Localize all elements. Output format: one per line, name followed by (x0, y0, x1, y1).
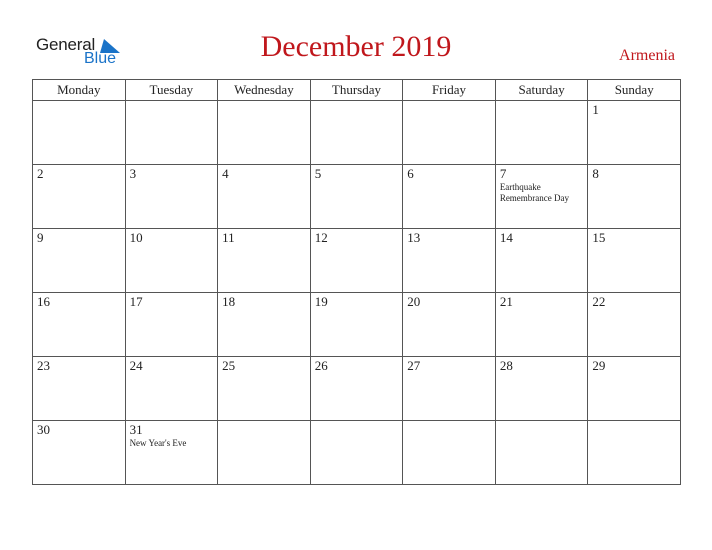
day-number: 2 (37, 166, 44, 181)
day-cell (403, 229, 496, 293)
day-cell (588, 293, 681, 357)
day-cell (588, 357, 681, 421)
day-number: 24 (129, 358, 143, 373)
day-number: 26 (314, 358, 328, 373)
day-number: 21 (499, 294, 513, 309)
day-cell (588, 229, 681, 293)
weekday-tuesday: Tuesday (125, 80, 218, 101)
day-number: 28 (499, 358, 513, 373)
day-cell (495, 421, 588, 485)
day-number: 20 (407, 294, 421, 309)
day-cell (310, 421, 403, 485)
weekday-monday: Monday (33, 80, 126, 101)
day-number: 6 (407, 166, 414, 181)
day-number (403, 101, 495, 103)
calendar-body (33, 101, 681, 485)
day-number: 11 (222, 230, 235, 245)
holiday-label: New Year's Eve (129, 438, 187, 448)
weekday-wednesday: Wednesday (218, 80, 311, 101)
weekday-sunday: Sunday (588, 80, 681, 101)
day-number: 13 (407, 230, 421, 245)
day-cell (125, 357, 218, 421)
day-number: 1 (592, 102, 599, 117)
day-number: 19 (314, 294, 328, 309)
day-number: 31 (129, 422, 143, 437)
logo-general-text: General (36, 35, 96, 54)
day-number (311, 421, 403, 423)
day-number (33, 101, 125, 103)
day-cell (495, 101, 588, 165)
day-number: 4 (222, 166, 229, 181)
day-cell (403, 165, 496, 229)
day-cell (33, 421, 126, 485)
day-cell (403, 421, 496, 485)
day-number: 25 (222, 358, 236, 373)
day-cell (125, 421, 218, 485)
day-cell (495, 229, 588, 293)
weekday-friday: Friday (403, 80, 496, 101)
day-number: 8 (592, 166, 599, 181)
day-number: 10 (129, 230, 143, 245)
day-cell (33, 293, 126, 357)
day-number (218, 101, 310, 103)
day-number: 9 (37, 230, 44, 245)
day-cell (218, 229, 311, 293)
week-row (33, 293, 681, 357)
day-cell (33, 165, 126, 229)
day-cell (403, 293, 496, 357)
day-cell (495, 293, 588, 357)
weekday-header-row (33, 80, 681, 101)
day-cell (33, 101, 126, 165)
day-cell (588, 165, 681, 229)
day-cell (310, 357, 403, 421)
day-number: 15 (592, 230, 606, 245)
day-cell (218, 357, 311, 421)
week-row (33, 101, 681, 165)
day-cell (588, 421, 681, 485)
day-cell (495, 165, 588, 229)
day-cell (218, 421, 311, 485)
day-number: 29 (592, 358, 606, 373)
day-cell (33, 357, 126, 421)
week-row (33, 357, 681, 421)
day-cell (403, 357, 496, 421)
day-number (588, 421, 680, 423)
weekday-saturday: Saturday (495, 80, 588, 101)
day-cell (310, 293, 403, 357)
day-number: 23 (37, 358, 50, 373)
day-number: 27 (407, 358, 421, 373)
week-row (33, 165, 681, 229)
logo-blue-text: Blue (84, 50, 117, 67)
holiday-label: Earthquake Remembrance Day (499, 182, 570, 203)
day-number (218, 421, 310, 423)
day-number (496, 421, 588, 423)
day-cell (218, 293, 311, 357)
day-cell (33, 229, 126, 293)
day-cell (495, 357, 588, 421)
day-number (496, 101, 588, 103)
day-cell (310, 165, 403, 229)
day-number (126, 101, 218, 103)
day-cell (588, 101, 681, 165)
day-number: 16 (37, 294, 50, 309)
day-number (403, 421, 495, 423)
day-cell (310, 101, 403, 165)
day-number: 5 (314, 166, 322, 181)
day-cell (125, 165, 218, 229)
calendar-grid (32, 79, 681, 485)
weekday-thursday: Thursday (310, 80, 403, 101)
day-number: 14 (499, 230, 513, 245)
day-cell (125, 229, 218, 293)
day-cell (125, 101, 218, 165)
day-number: 22 (592, 294, 606, 309)
week-row (33, 229, 681, 293)
country-label: Armenia (619, 47, 675, 64)
day-number: 3 (129, 166, 137, 181)
day-number: 18 (222, 294, 236, 309)
day-cell (218, 165, 311, 229)
day-cell (310, 229, 403, 293)
day-number: 12 (314, 230, 328, 245)
day-number: 17 (129, 294, 143, 309)
week-row (33, 421, 681, 485)
day-number: 30 (37, 422, 50, 437)
day-number (311, 101, 403, 103)
day-cell (125, 293, 218, 357)
day-number: 7 (499, 166, 507, 181)
day-cell (403, 101, 496, 165)
day-cell (218, 101, 311, 165)
calendar-title: December 2019 (260, 30, 452, 63)
